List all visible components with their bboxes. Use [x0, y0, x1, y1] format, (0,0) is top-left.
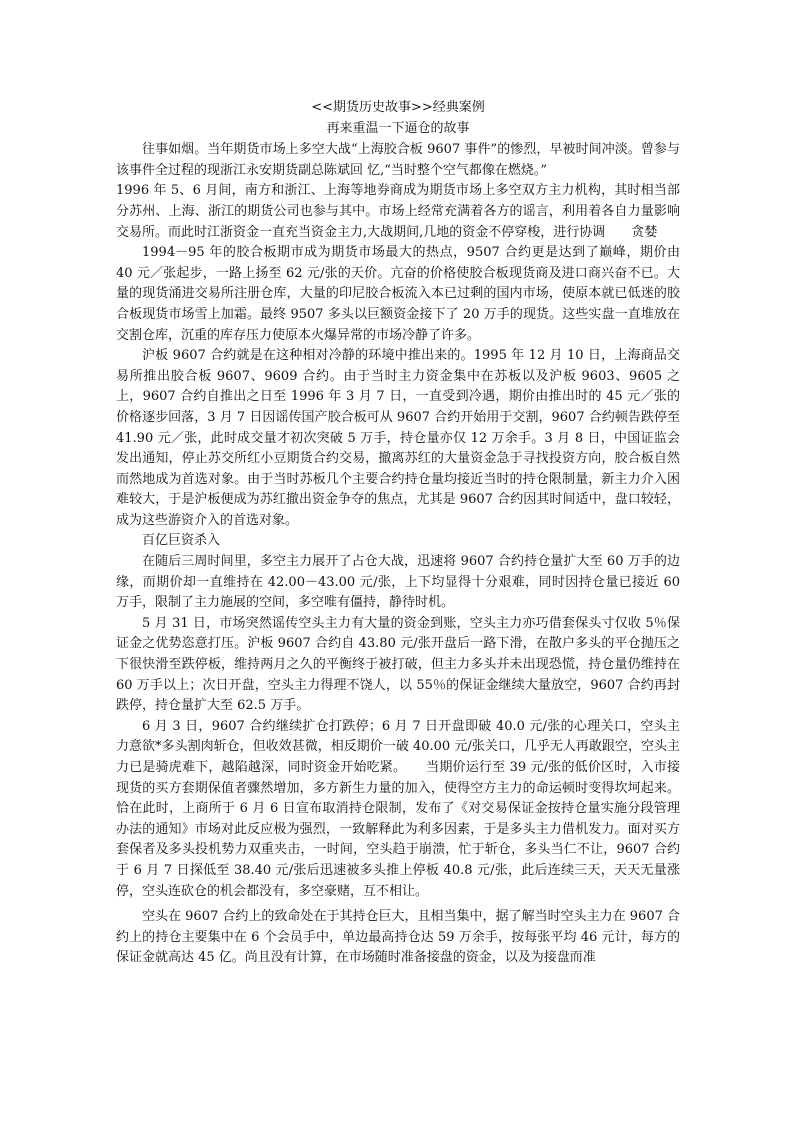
paragraph: 空头在 9607 合约上的致命处在于其持仓巨大，且相当集中，据了解当时空头主力在 9607 合约上的持仓主要集中在 6 个会员手中，单边最高持仓达 59 万余手，按每张平均 46 元计，每方的保证金就高达 45 亿。尚且没有计算，在市场随时准备接盘的资金，以及为接盘而准	[116, 909, 680, 966]
paragraph: 5 月 31 日，市场突然谣传空头主力有大量的资金到账，空头主力亦巧借套保头寸仅收 5％保证金之优势恣意打压。沪板 9607 合约自 43.80 元/张开盘后一路下滑，在散户多头的平仓抛压之下很快滑至跌停板，维持两月之久的平衡终于被打破，但主力多头并未出现恐慌，持仓量仍维持在 60 万手以上；次日开盘，空头主力得理不饶人，以 55％的保证金继续大量放空，9607 合约再封跌停，持仓量扩大至 62.5 万手。	[116, 615, 680, 714]
document-subtitle: 再来重温一下逼仓的故事	[326, 120, 470, 136]
paragraph: 沪板 9607 合约就是在这种相对冷静的环境中推出来的。1995 年 12 月 10 日，上海商品交易所推出胶合板 9607、9609 合约。由于当时主力资金集中在苏板以及沪板 9603、9605 之上，9607 合约自推出之日至 1996 年 3 月 7 日，一直受到冷遇，期价由推出时的 45 元／张的价格逐步回落，3 月 7 日因谣传国产胶合板可从 9607 合约开始用于交割，9607 合约顿告跌停至 41.90 元／张，此时成交量才初次突破 5 万手，持仓量亦仅 12 万余手。3 月 8 日，中国证监会发出通知，停止苏交所红小豆期货合约交易，撤离苏红的大量资金急于寻找投资方向，胶合板自然而然地成为首选对象。由于当时苏板几个主要合约持仓量均接近当时的持仓限制量，新主力介入困难较大，于是沪板便成为苏红撤出资金争夺的焦点，尤其是 9607 合约因其时间适中，盘口较轻，成为这些游资介入的首选对象。	[116, 348, 680, 528]
paragraph: 在随后三周时间里，多空主力展开了占仓大战，迅速将 9607 合约持仓量扩大至 60 万手的边缘，而期价却一直维持在 42.00－43.00 元/张，上下均显得十分艰难，同时因持仓量已接近 60 万手，限制了主力施展的空间，多空唯有僵持，静待时机。	[116, 554, 680, 611]
document-body	[116, 98, 680, 969]
paragraph: 1994－95 年的胶合板期市成为期货市场最大的热点，9507 合约更是达到了巅峰，期价由 40 元／张起步，一路上扬至 62 元/张的天价。亢奋的价格使胶合板现货商及进口商兴奋不已。大量的现货涌进交易所注册仓库，大量的印尼胶合板流入本已过剩的国内市场，使原本就已低迷的胶合板现货市场雪上加霜。最终 9507 多头以巨额资金接下了 20 万手的现货。这些实盘一直堆放在交割仓库，沉重的库存压力使原本火爆异常的市场冷静了许多。	[116, 245, 680, 343]
document-title: <<期货历史故事>>经典案例	[311, 100, 485, 115]
paragraph: 1996 年 5、6 月间，南方和浙江、上海等地券商成为期货市场上多空双方主力机构，其时相当部分苏州、上海、浙江的期货公司也参与其中。市场上经常充满着各方的谣言，利用着各自力量影响交易所。而此时江浙资金一直充当资金主力,大战期间,几地的资金不停穿梭，进行协调 贪婪	[116, 183, 680, 240]
section-heading: 百亿巨资杀入	[142, 533, 221, 549]
paragraph: 往事如烟。当年期货市场上多空大战“上海胶合板 9607 事件”的惨烈，早被时间冲淡。曾参与该事件全过程的现浙江永安期货副总陈斌回 忆,“当时整个空气都像在燃烧。”	[116, 142, 680, 178]
paragraph: 6 月 3 日，9607 合约继续扩仓打跌停；6 月 7 日开盘即破 40.0 元/张的心理关口，空头主力意欲*多头割肉斩仓，但收效甚微，相反期价一破 40.00 元/张关口，几乎无人再敢跟空，空头主力已是骑虎难下，越陷越深，同时资金开始吃紧。 当期价运行至 39 元/张的低价区时，入市接现货的买方套期保值者骤然增加，多方新生力量的加入，使得空方主力的命运顿时变得坎坷起来。恰在此时，上商所于 6 月 6 日宣布取消持仓限制，发布了《对交易保证金按持仓量实施分段管理办法的通知》市场对此反应极为强烈，一致解释此为利多因素，于是多头主力借机发力。面对买方套保者及多头投机势力双重夹击，一时间，空头趋于崩溃，忙于斩仓，多头当仁不让，9607 合约于 6 月 7 日探低至 38.40 元/张后迅速被多头推上停板 40.8 元/张，此后连续三天，天天无量涨停，空头连砍仓的机会都没有，多空豪赌，互不相让。	[116, 718, 680, 899]
